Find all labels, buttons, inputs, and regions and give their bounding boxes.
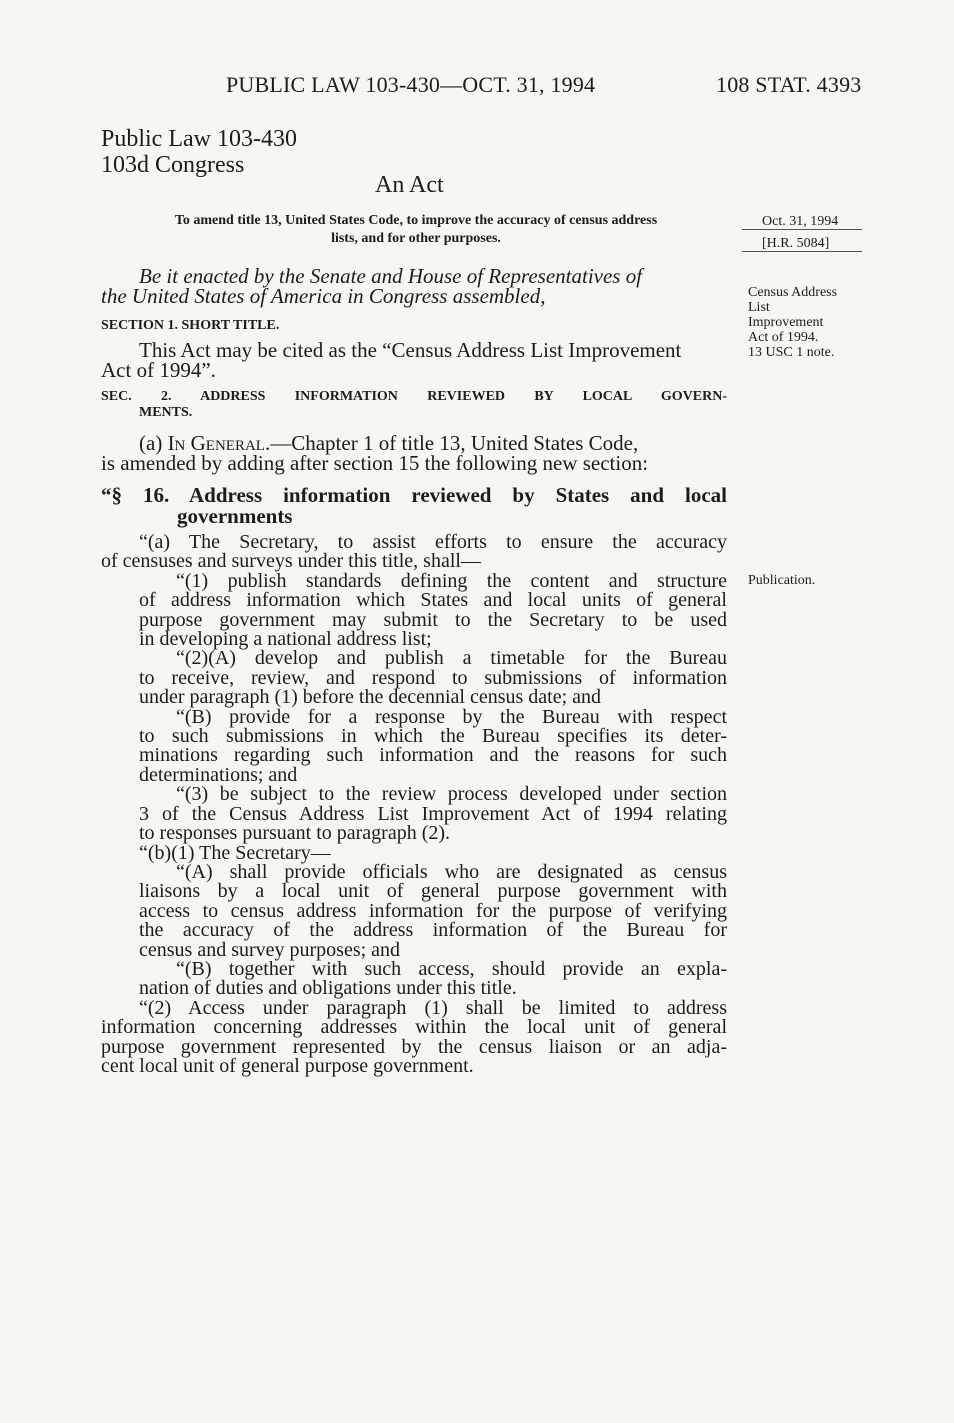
margin-note-line: List [748, 300, 770, 315]
statute-text-line: of address information which States and local units of general [139, 589, 727, 612]
margin-publication-note: Publication. [748, 573, 816, 588]
section-2-subsection-a [101, 433, 727, 473]
statute-text-line: to receive, review, and respond to submissions of information [139, 666, 727, 689]
section-1-text [101, 340, 727, 380]
statute-text-line: determinations; and [139, 763, 298, 786]
margin-note-line: Improvement [748, 315, 824, 330]
section-2-heading-line: SEC. 2. ADDRESS INFORMATION REVIEWED BY LOCAL GOVERN- [101, 389, 727, 404]
section-1-heading: SECTION 1. SHORT TITLE. [101, 318, 280, 333]
statute-text-line: to such submissions in which the Bureau specifies its deter- [139, 725, 727, 748]
margin-note-line: Act of 1994. [748, 330, 819, 345]
section-2-heading-line: MENTS. [139, 405, 193, 420]
statute-text-line: under paragraph (1) before the decennial census date; and [139, 686, 602, 709]
section-1-line: Act of 1994”. [101, 358, 216, 382]
congress-label: 103d Congress [101, 152, 245, 178]
new-section-body [101, 533, 727, 1076]
running-title: PUBLIC LAW 103-430—OCT. 31, 1994 [226, 72, 596, 97]
stat-citation: 108 STAT. 4393 [716, 72, 862, 97]
new-section-heading-line: “§ 16. Address information reviewed by States and local [101, 483, 727, 507]
act-label: An Act [375, 172, 444, 198]
statute-text-line: to responses pursuant to paragraph (2). [139, 822, 451, 845]
statute-text-line: purpose government represented by the census liaison or an adja- [101, 1035, 727, 1058]
statute-text-line: “(B) provide for a response by the Bureau with respect [176, 705, 727, 728]
act-purpose-line: lists, and for other purposes. [331, 231, 501, 246]
section-1-line: This Act may be cited as the “Census Address List Improvement [139, 338, 682, 362]
statute-text-line: liaisons by a local unit of general purpose government with [139, 880, 727, 903]
statute-text-line: information concerning addresses within the local unit of general [101, 1016, 727, 1039]
enacting-clause [101, 266, 727, 306]
statute-text-line: of censuses and surveys under this title, shall— [101, 550, 481, 573]
subsection-a-text: .—Chapter 1 of title 13, United States Code, [264, 431, 639, 455]
statute-text-line: census and survey purposes; and [139, 938, 401, 961]
statute-text-line: in developing a national address list; [139, 628, 432, 651]
statute-text-line: “(b)(1) The Secretary— [139, 841, 331, 864]
statute-text-line: “(B) together with such access, should provide an expla- [176, 957, 727, 980]
statute-text-line: “(A) shall provide officials who are designated as census [176, 860, 727, 883]
margin-note-line: 13 USC 1 note. [748, 345, 835, 360]
margin-short-title-note [748, 285, 837, 360]
public-law-number: Public Law 103-430 [101, 126, 297, 152]
statute-text-line: “(1) publish standards defining the content and structure [176, 569, 727, 592]
subsection-a-line: is amended by adding after section 15 the following new section: [101, 451, 649, 475]
new-section-heading [101, 485, 727, 527]
margin-note-line: Census Address [748, 285, 838, 300]
statute-text-line: “(3) be subject to the review process developed under section [176, 783, 727, 806]
margin-date: Oct. 31, 1994 [742, 214, 862, 230]
act-purpose [118, 212, 714, 248]
statute-text-line: minations regarding such information and the reasons for such [139, 744, 727, 767]
statute-text-line: cent local unit of general purpose government. [101, 1054, 474, 1077]
statute-text-line: the accuracy of the address information of the Bureau for [139, 919, 727, 942]
statute-text-line: “(2) Access under paragraph (1) shall be limited to address [139, 996, 727, 1019]
subsection-a-label: (a) [139, 431, 168, 455]
enacting-line: Be it enacted by the Senate and House of Representatives of [139, 264, 643, 288]
act-purpose-line: To amend title 13, United States Code, to improve the accuracy of census address [174, 213, 658, 228]
section-2-heading [101, 389, 727, 421]
enacting-line: the United States of America in Congress assembled, [101, 284, 546, 308]
new-section-heading-line: governments [177, 504, 293, 528]
statute-text-line: 3 of the Census Address List Improvement Act of 1994 relating [139, 802, 727, 825]
margin-bill-number: [H.R. 5084] [742, 236, 862, 252]
statute-text-line: purpose government may submit to the Secretary to be used [139, 608, 727, 631]
statute-text-line: “(2)(A) develop and publish a timetable for the Bureau [176, 647, 727, 670]
statute-text-line: access to census address information for the purpose of verifying [139, 899, 727, 922]
statute-text-line: nation of duties and obligations under this title. [139, 977, 517, 1000]
statute-text-line: “(a) The Secretary, to assist efforts to ensure the accuracy [139, 531, 727, 553]
subsection-a-line [101, 433, 727, 453]
subsection-a-caption: In General [167, 431, 265, 455]
